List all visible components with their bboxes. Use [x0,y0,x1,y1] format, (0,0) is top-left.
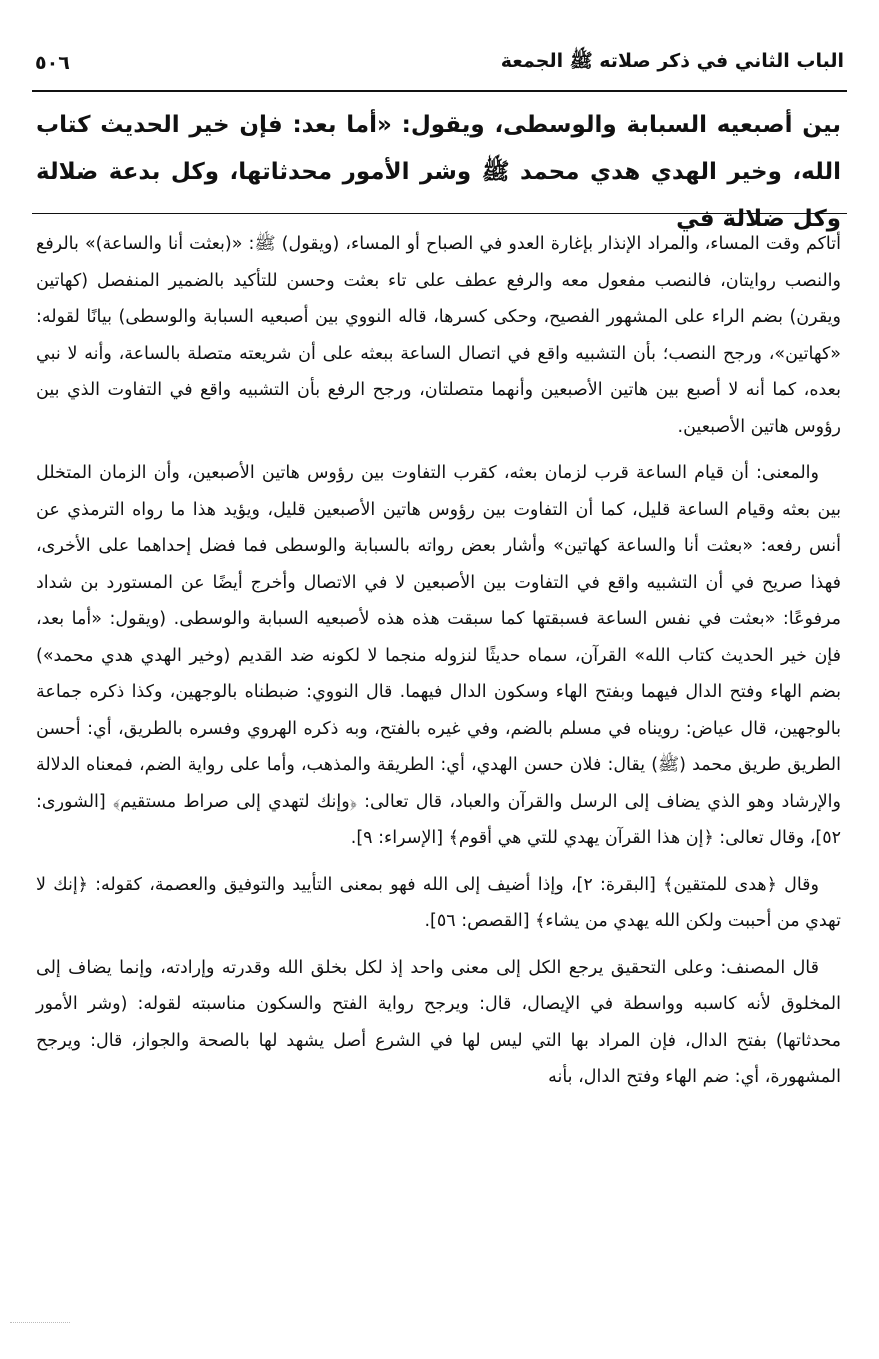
running-header [35,44,844,82]
main-text [36,102,841,243]
commentary-paragraph: وقال ﴿هدى للمتقين﴾ [البقرة: ٢]، وإذا أضيف إلى الله فهو بمعنى التأييد والتوفيق والعصمة، كقوله: ﴿إنك لا تهدي من أحببت ولكن الله يهدي من يشاء﴾ [القصص: ٥٦]. [36,874,841,931]
chapter-title: الباب الثاني في ذكر صلاته ﷺ الجمعة [500,50,844,72]
commentary-text [36,226,841,1106]
commentary-paragraph: والمعنى: أن قيام الساعة قرب لزمان بعثه، كقرب التفاوت بين رؤوس هاتين الأصبعين، وأن الزمان المتخلل بين بعثه وقيام الساعة قليل، كما أن التفاوت بين رؤوس هاتين الأصبعين قليل، ويؤيد هذا ما رواه الترمذي عن أنس رفعه: «بعثت أنا والساعة كهاتين» وأشار بعض رواته بالسبابة والوسطى فما فضل إحداهما على الأخرى، فهذا صريح في أن التشبيه واقع في التفاوت بين الأصبعين لا في الاتصال وأخرج أيضًا عن المستورد بن شداد مرفوعًا: «بعثت في نفس الساعة فسبقتها كما سبقت هذه هذه لأصبعيه السبابة والوسطى. (ويقول: «أما بعد، فإن خير الحديث كتاب الله» القرآن، سماه حديثًا لنزوله منجما لا لكونه ضد القديم (وخير الهدي هدي محمد») بضم الهاء وفتح الدال فيهما وبفتح الهاء وسكون الدال فيهما. قال النووي: ضبطناه بالوجهين، وكذا ذكره جماعة بالوجهين، قال عياض: رويناه في مسلم بالضم، وفي غيره بالفتح، وبه ذكره الهروي وفسره بالطريق، أي: أحسن الطريق طريق محمد (ﷺ) يقال: فلان حسن الهدي، أي: الطريقة والمذهب، وأما على رواية الضم، فمعناه الدلالة والإرشاد وهو الذي يضاف إلى الرسل والقرآن والعباد، قال تعالى: ﴿وإنك لتهدي إلى صراط مستقيم﴾ [الشورى: ٥٢]، وقال تعالى: ﴿إن هذا القرآن يهدي للتي هي أقوم﴾ [الإسراء: ٩]. [36,463,841,848]
scan-artifact [10,1322,70,1323]
commentary-paragraph: قال المصنف: وعلى التحقيق يرجع الكل إلى معنى واحد إذ لكل بخلق الله وقدرته وإرادته، وإنما يضاف إلى المخلوق لأنه كاسبه وواسطة في الإيصال، قال: ويرجح رواية الفتح والسكون مناسبته لقوله: (وشر الأمور محدثاتها) بفتح الدال، فإن المراد بها التي ليس لها في الشرع أصل يشهد لها بالصحة والجواز، قال: ويرجح المشهورة، أي: ضم الهاء وفتح الدال، بأنه [36,957,841,1087]
main-text-paragraph: بين أصبعيه السبابة والوسطى، ويقول: «أما بعد: فإن خير الحديث كتاب الله، وخير الهدي هدي محمد ﷺ وشر الأمور محدثاتها، وكل بدعة ضلالة وكل ضلالة في [36,112,841,232]
commentary-paragraph: أتاكم وقت المساء، والمراد الإنذار بإغارة العدو في الصباح أو المساء، (ويقول) ﷺ: «(بعثت أنا والساعة)» بالرفع والنصب روايتان، فالنصب مفعول معه والرفع عطف على تاء بعثت وحسن للتأكيد بالضمير المنفصل (كهاتين ويقرن) بضم الراء على المشهور الفصيح، وحكى كسرها، قاله النووي بين أصبعيه السبابة والوسطى) بيانًا لقوله: «كهاتين»، ورجح النصب؛ بأن التشبيه واقع في اتصال الساعة ببعثه على أن شريعته متصلة بالساعة، وأنه لا نبي بعده، كما أنه لا أصبع بين هاتين الأصبعين وأنهما متصلتان، ورجح الرفع بأن التشبيه واقع في التفاوت الذي بين رؤوس هاتين الأصبعين. [36,234,841,437]
commentary-divider [32,213,847,214]
page-number: ٥٠٦ [35,52,70,74]
header-divider [32,90,847,92]
